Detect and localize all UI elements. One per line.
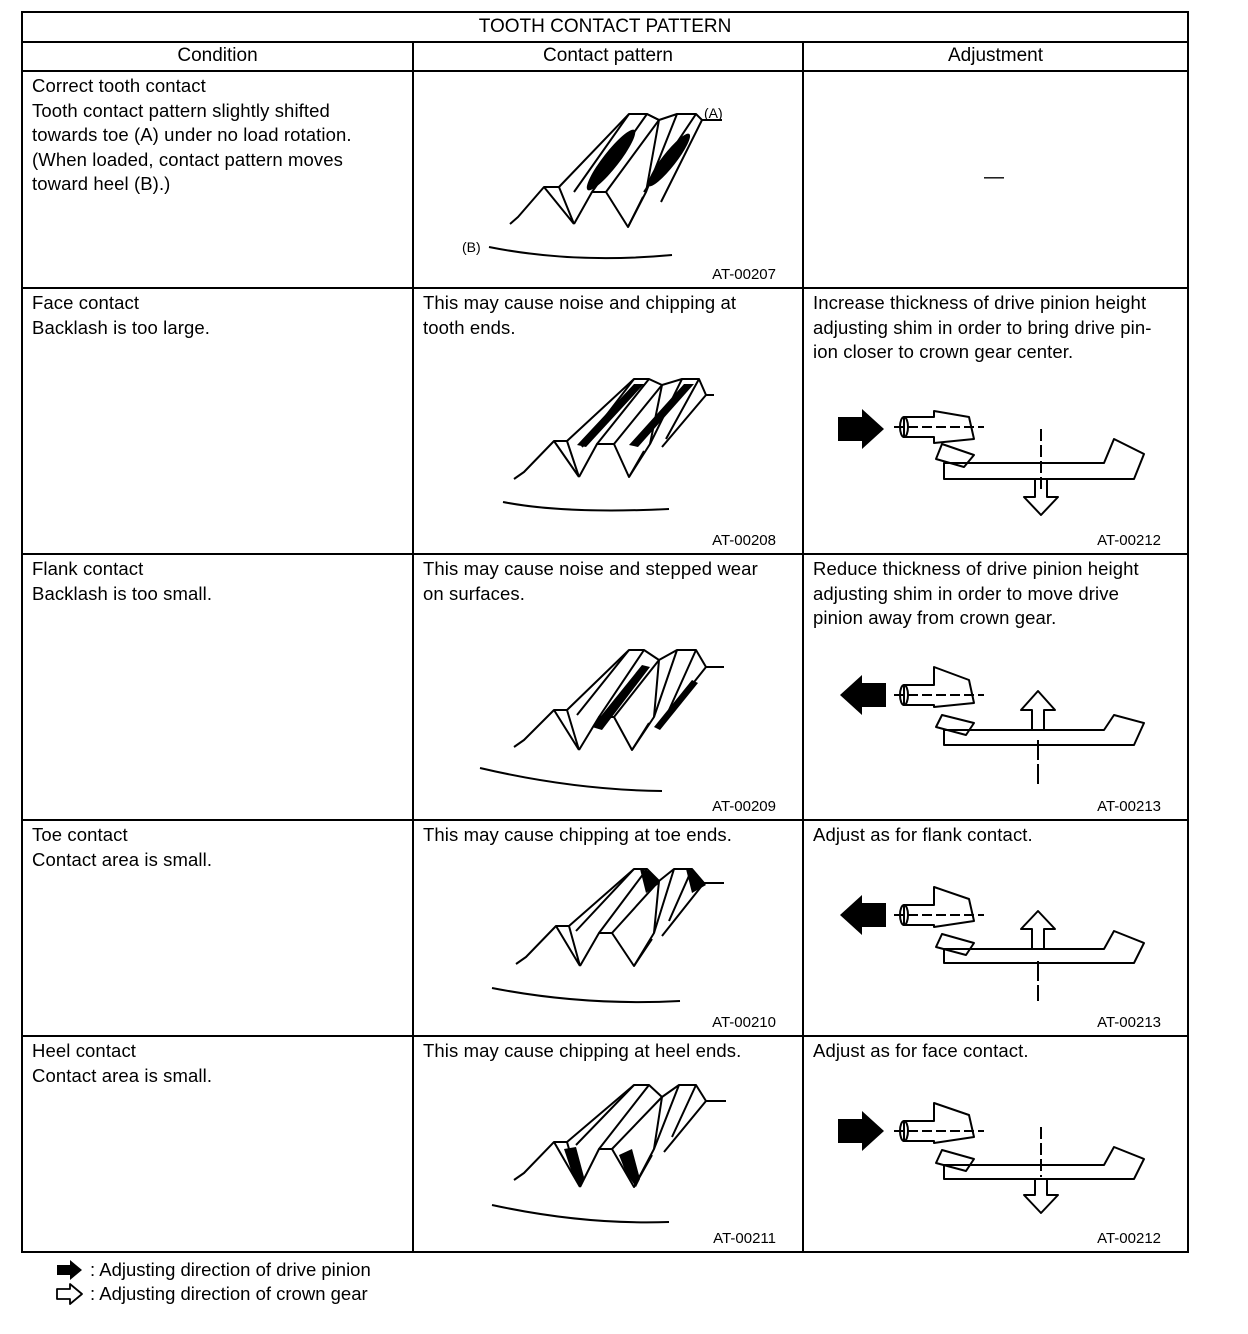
adjustment-cell — [803, 288, 1188, 554]
gear-tooth-diagram — [414, 1037, 802, 1251]
figure-code: AT-00212 — [1097, 532, 1162, 549]
adjustment-text: Adjust as for flank contact. — [813, 824, 1033, 845]
adjustment-cell — [803, 554, 1188, 820]
shim-adjustment-diagram — [804, 555, 1187, 819]
condition-cell — [22, 1036, 413, 1252]
pattern-cell — [413, 1036, 803, 1252]
condition-text: Heel contact Contact area is small. — [32, 1040, 213, 1086]
shim-adjustment-diagram — [804, 821, 1187, 1035]
no-adjustment-dash: — — [984, 166, 1004, 188]
tooth-contact-pattern-table — [21, 11, 1189, 1253]
solid-arrow-icon — [56, 1259, 86, 1281]
pattern-text: This may cause noise and stepped wear on surfaces. — [423, 558, 758, 604]
adjustment-cell — [803, 71, 1188, 288]
header-adjustment: Adjustment — [803, 42, 1188, 71]
adjustment-text: Reduce thickness of drive pinion height adjusting shim in order to move drive pinion away from crown gear. — [813, 558, 1139, 628]
gear-tooth-diagram — [414, 555, 802, 819]
pattern-text: This may cause chipping at heel ends. — [423, 1040, 742, 1061]
condition-text: Toe contact Contact area is small. — [32, 824, 213, 870]
figure-code: AT-00210 — [712, 1014, 776, 1031]
gear-tooth-diagram — [414, 72, 802, 287]
figure-code: AT-00213 — [1097, 1014, 1162, 1031]
adjustment-cell — [803, 820, 1188, 1036]
header-condition: Condition — [22, 42, 413, 71]
solid-arrow-icon — [838, 1111, 884, 1151]
solid-arrow-icon — [840, 895, 886, 935]
figure-code: AT-00213 — [1097, 798, 1162, 815]
pattern-text: This may cause noise and chipping at tooth ends. — [423, 292, 737, 338]
condition-cell — [22, 288, 413, 554]
figure-code: AT-00209 — [712, 798, 776, 815]
shim-adjustment-diagram — [804, 289, 1187, 553]
legend-drive-pinion-label: : Adjusting direction of drive pinion — [90, 1259, 371, 1280]
hollow-arrow-icon — [56, 1283, 86, 1305]
figure-code: AT-00207 — [712, 266, 776, 283]
pattern-cell — [413, 71, 803, 288]
condition-text: Face contact Backlash is too large. — [32, 292, 211, 338]
adjustment-text: Adjust as for face contact. — [813, 1040, 1029, 1061]
figure-code: AT-00211 — [713, 1230, 776, 1247]
header-contact-pattern: Contact pattern — [413, 42, 803, 71]
gear-tooth-diagram — [414, 289, 802, 553]
condition-cell — [22, 820, 413, 1036]
pattern-text: This may cause chipping at toe ends. — [423, 824, 733, 845]
heel-label: (B) — [462, 239, 481, 255]
toe-label: (A) — [704, 105, 723, 121]
figure-code: AT-00208 — [712, 532, 776, 549]
figure-code: AT-00212 — [1097, 1230, 1162, 1247]
solid-arrow-icon — [840, 675, 886, 715]
condition-cell — [22, 71, 413, 288]
condition-cell — [22, 554, 413, 820]
legend-crown-gear-label: : Adjusting direction of crown gear — [90, 1283, 368, 1304]
pattern-cell — [413, 288, 803, 554]
condition-text: Correct tooth contact Tooth contact pattern slightly shifted towards toe (A) under no load rotation. (When loaded, contact pattern moves toward heel (B).) — [32, 75, 352, 194]
table-title: TOOTH CONTACT PATTERN — [22, 12, 1188, 42]
adjustment-text: Increase thickness of drive pinion height adjusting shim in order to bring drive pin- ion closer to crown gear center. — [813, 292, 1152, 362]
shim-adjustment-diagram — [804, 1037, 1187, 1251]
pattern-cell — [413, 554, 803, 820]
adjustment-cell — [803, 1036, 1188, 1252]
condition-text: Flank contact Backlash is too small. — [32, 558, 213, 604]
solid-arrow-icon — [838, 409, 884, 449]
gear-tooth-diagram — [414, 821, 802, 1035]
pattern-cell — [413, 820, 803, 1036]
